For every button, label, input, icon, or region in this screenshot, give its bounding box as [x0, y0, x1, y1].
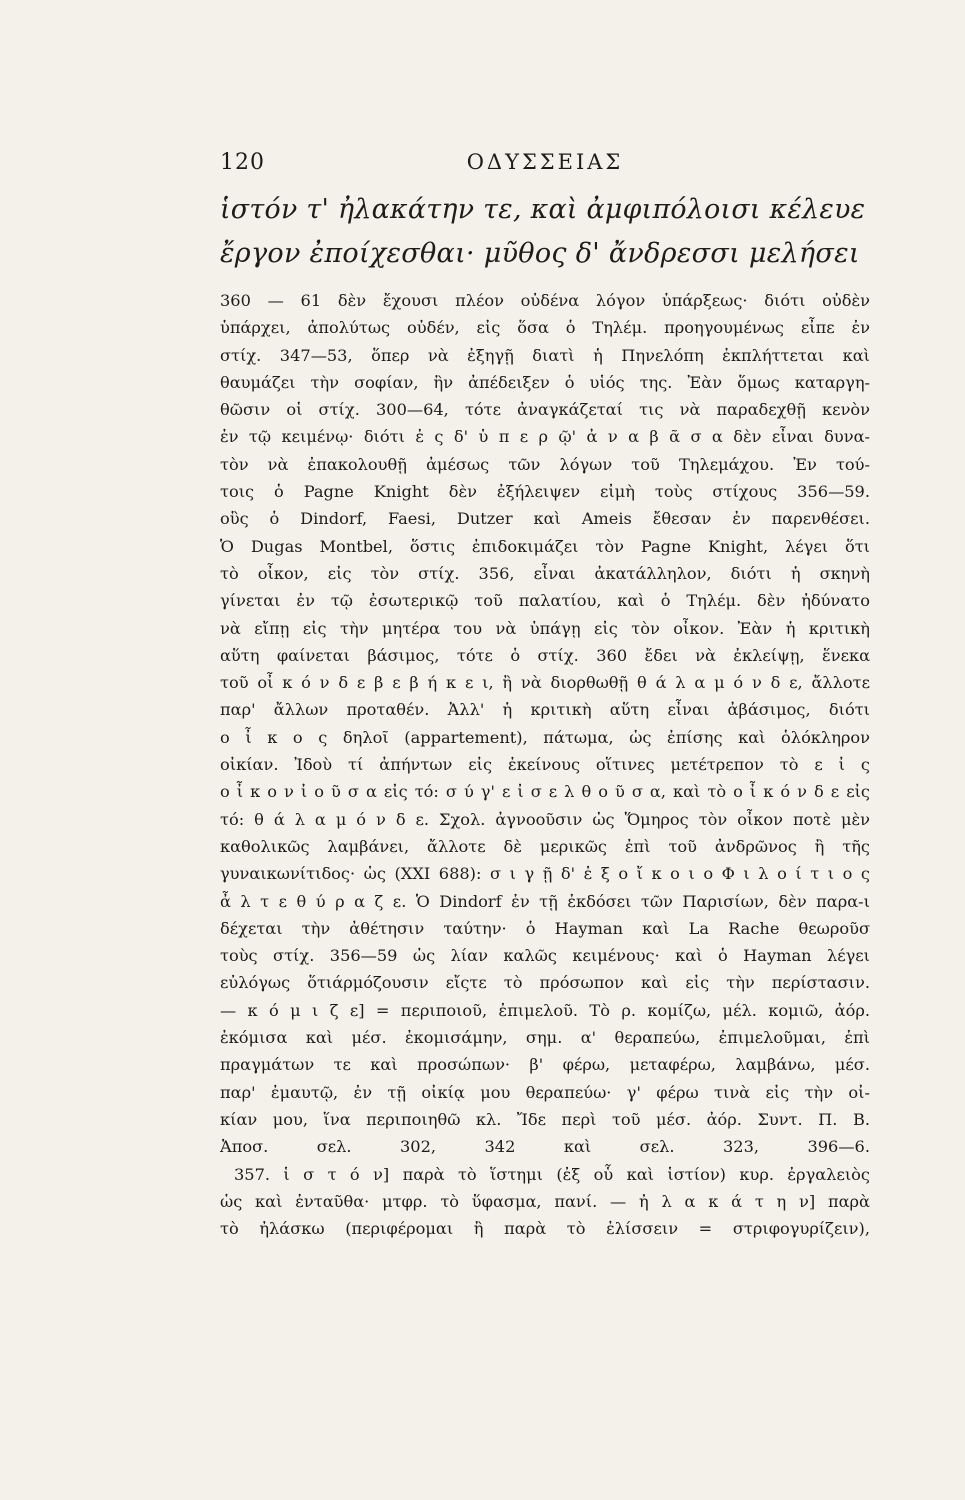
commentary-line: παρ' ἄλλων προταθέν. Ἀλλ' ἡ κριτικὴ αὕτη εἶναι ἀβάσιμος, διότι: [220, 700, 870, 720]
commentary-line: ὡς καὶ ἐνταῦθα· μτφρ. τὸ ὕφασμα, πανί. — ἠ λ α κ ά τ η ν] παρὰ: [220, 1191, 870, 1211]
commentary-line: δέχεται τὴν ἀθέτησιν ταύτην· ὁ Hayman καὶ La Rache θεωροῦσ: [220, 918, 870, 938]
commentary-line: καθολικῶς λαμβάνει, ἄλλοτε δὲ μερικῶς ἐπὶ τοῦ ἀνδρῶνος ἢ τῆς: [220, 836, 870, 856]
commentary-line: θαυμάζει τὴν σοφίαν, ἣν ἀπέδειξεν ὁ υἱός της. Ἐὰν ὅμως καταργη-: [220, 372, 870, 392]
commentary-line: ἐν τῷ κειμένῳ· διότι ἐ ς δ' ὑ π ε ρ ῷ' ἀ ν α β ᾶ σ α δὲν εἶναι δυνα-: [220, 427, 870, 447]
commentary-line: γυναικωνίτιδος· ὡς (XXI 688): σ ι γ ῇ δ' ἐ ξ ο ἴ κ ο ι ο Φ ι λ ο ί τ ι ο ς: [220, 864, 870, 884]
commentary-line: Ἀποσ. σελ. 302, 342 καὶ σελ. 323, 396—6.: [220, 1137, 870, 1157]
commentary-line: αὕτη φαίνεται βάσιμος, τότε ὁ στίχ. 360 ἔδει νὰ ἐκλείψῃ, ἕνεκα: [220, 645, 870, 665]
commentary-line: κίαν μου, ἵνα περιποιηθῶ κλ. Ἴδε περὶ τοῦ μέσ. ἀόρ. Συντ. Π. Β.: [220, 1109, 870, 1129]
verse-text: [220, 188, 870, 276]
verse-line: ἔργον ἐποίχεσθαι· μῦθος δ' ἄνδρεσσι μελήσει: [220, 238, 860, 269]
commentary-line: Ὁ Dugas Montbel, ὅστις ἐπιδοκιμάζει τὸν Pagne Knight, λέγει ὅτι: [220, 536, 870, 556]
commentary-line: ο ἶ κ ο ς δηλοῖ (appartement), πάτωμα, ὡς ἐπίσης καὶ ὁλόκληρον: [220, 727, 870, 747]
commentary-line: τό: θ ά λ α μ ό ν δ ε. Σχολ. ἀγνοοῦσιν ὡς Ὅμηρος τὸν οἶκον ποτὲ μὲν: [220, 809, 870, 829]
commentary-line: ἐκόμισα καὶ μέσ. ἐκομισάμην, σημ. α' θεραπεύω, ἐπιμελοῦμαι, ἐπὶ: [220, 1028, 870, 1048]
commentary-line: ἆ λ τ ε θ ύ ρ α ζ ε. Ὁ Dindorf ἐν τῇ ἐκδόσει τῶν Παρισίων, δὲν παρα-ι: [220, 891, 870, 911]
commentary-line: οὓς ὁ Dindorf, Faesi, Dutzer καὶ Ameis ἔθεσαν ἐν παρενθέσει.: [220, 509, 870, 529]
commentary-line: πραγμάτων τε καὶ προσώπων· β' φέρω, μεταφέρω, λαμβάνω, μέσ.: [220, 1055, 870, 1075]
commentary-line: 357. ἱ σ τ ό ν] παρὰ τὸ ἵστημι (ἐξ οὗ καὶ ἱστίον) κυρ. ἐργαλειὸς: [234, 1164, 870, 1184]
commentary-line: ο ἶ κ ο ν ἰ ο ῦ σ α εἰς τό: σ ύ γ' ε ἰ σ ε λ θ ο ῦ σ α, καὶ τὸ ο ἶ κ ό ν δ ε εἰς: [220, 782, 870, 802]
commentary-line: στίχ. 347—53, ὅπερ νὰ ἐξηγῇ διατὶ ἡ Πηνελόπη ἐκπλήττεται καὶ: [220, 345, 870, 365]
commentary-line: τὸ ἠλάσκω (περιφέρομαι ἢ παρὰ τὸ ἑλίσσειν = στριφογυρίζειν),: [220, 1219, 870, 1239]
commentary-line: τοὺς στίχ. 356—59 ὡς λίαν καλῶς κειμένους· καὶ ὁ Hayman λέγει: [220, 946, 870, 966]
commentary-line: τοῦ οἶ κ ό ν δ ε β ε β ή κ ε ι, ἢ νὰ διορθωθῇ θ ά λ α μ ό ν δ ε, ἄλλοτε: [220, 673, 870, 693]
commentary-line: θῶσιν οἱ στίχ. 300—64, τότε ἀναγκάζεταί τις νὰ παραδεχθῇ κενὸν: [220, 400, 870, 420]
commentary-line: τὸ οἶκον, εἰς τὸν στίχ. 356, εἶναι ἀκατάλληλον, διότι ἡ σκηνὴ: [220, 563, 870, 583]
running-title: ΟΔΥΣΣΕΙΑΣ: [466, 150, 624, 174]
commentary-line: εὐλόγως ὅτιάρμόζουσιν εἴςτε τὸ πρόσωπον καὶ εἰς τὴν περίστασιν.: [220, 973, 870, 993]
commentary-line: 360 — 61 δὲν ἔχουσι πλέον οὐδένα λόγον ὑπάρξεως· διότι οὐδὲν: [220, 291, 870, 310]
page-number: 120: [220, 150, 265, 175]
page-header: [220, 150, 870, 180]
commentary-line: τοις ὁ Pagne Knight δὲν ἐξήλειψεν εἰμὴ τοὺς στίχους 356—59.: [220, 482, 870, 502]
commentary-line: γίνεται ἐν τῷ ἐσωτερικῷ τοῦ παλατίου, καὶ ὁ Τηλέμ. δὲν ἠδύνατο: [220, 591, 870, 611]
commentary-text: [220, 287, 870, 1242]
commentary-line: παρ' ἐμαυτῷ, ἐν τῇ οἰκίᾳ μου θεραπεύω· γ' φέρω τινὰ εἰς τὴν οἰ-: [220, 1082, 870, 1102]
commentary-line: ὑπάρχει, ἀπολύτως οὐδέν, εἰς ὅσα ὁ Τηλέμ. προηγουμένως εἶπε ἐν: [220, 318, 870, 338]
verse-line: ἱστόν τ' ἠλακάτην τε, καὶ ἀμφιπόλοισι κέλευε: [220, 194, 866, 225]
commentary-line: — κ ό μ ι ζ ε] = περιποιοῦ, ἐπιμελοῦ. Τὸ ρ. κομίζω, μέλ. κομιῶ, ἀόρ.: [220, 1000, 870, 1020]
commentary-line: νὰ εἴπῃ εἰς τὴν μητέρα του νὰ ὑπάγῃ εἰς τὸν οἶκον. Ἐὰν ἡ κριτικὴ: [220, 618, 870, 638]
commentary-line: οἰκίαν. Ἰδοὺ τί ἀπήντων εἰς ἐκείνους οἵτινες μετέτρεπον τὸ ε ἰ ς: [220, 755, 870, 775]
commentary-line: τὸν νὰ ἐπακολουθῇ ἀμέσως τῶν λόγων τοῦ Τηλεμάχου. Ἐν τού-: [220, 454, 870, 474]
